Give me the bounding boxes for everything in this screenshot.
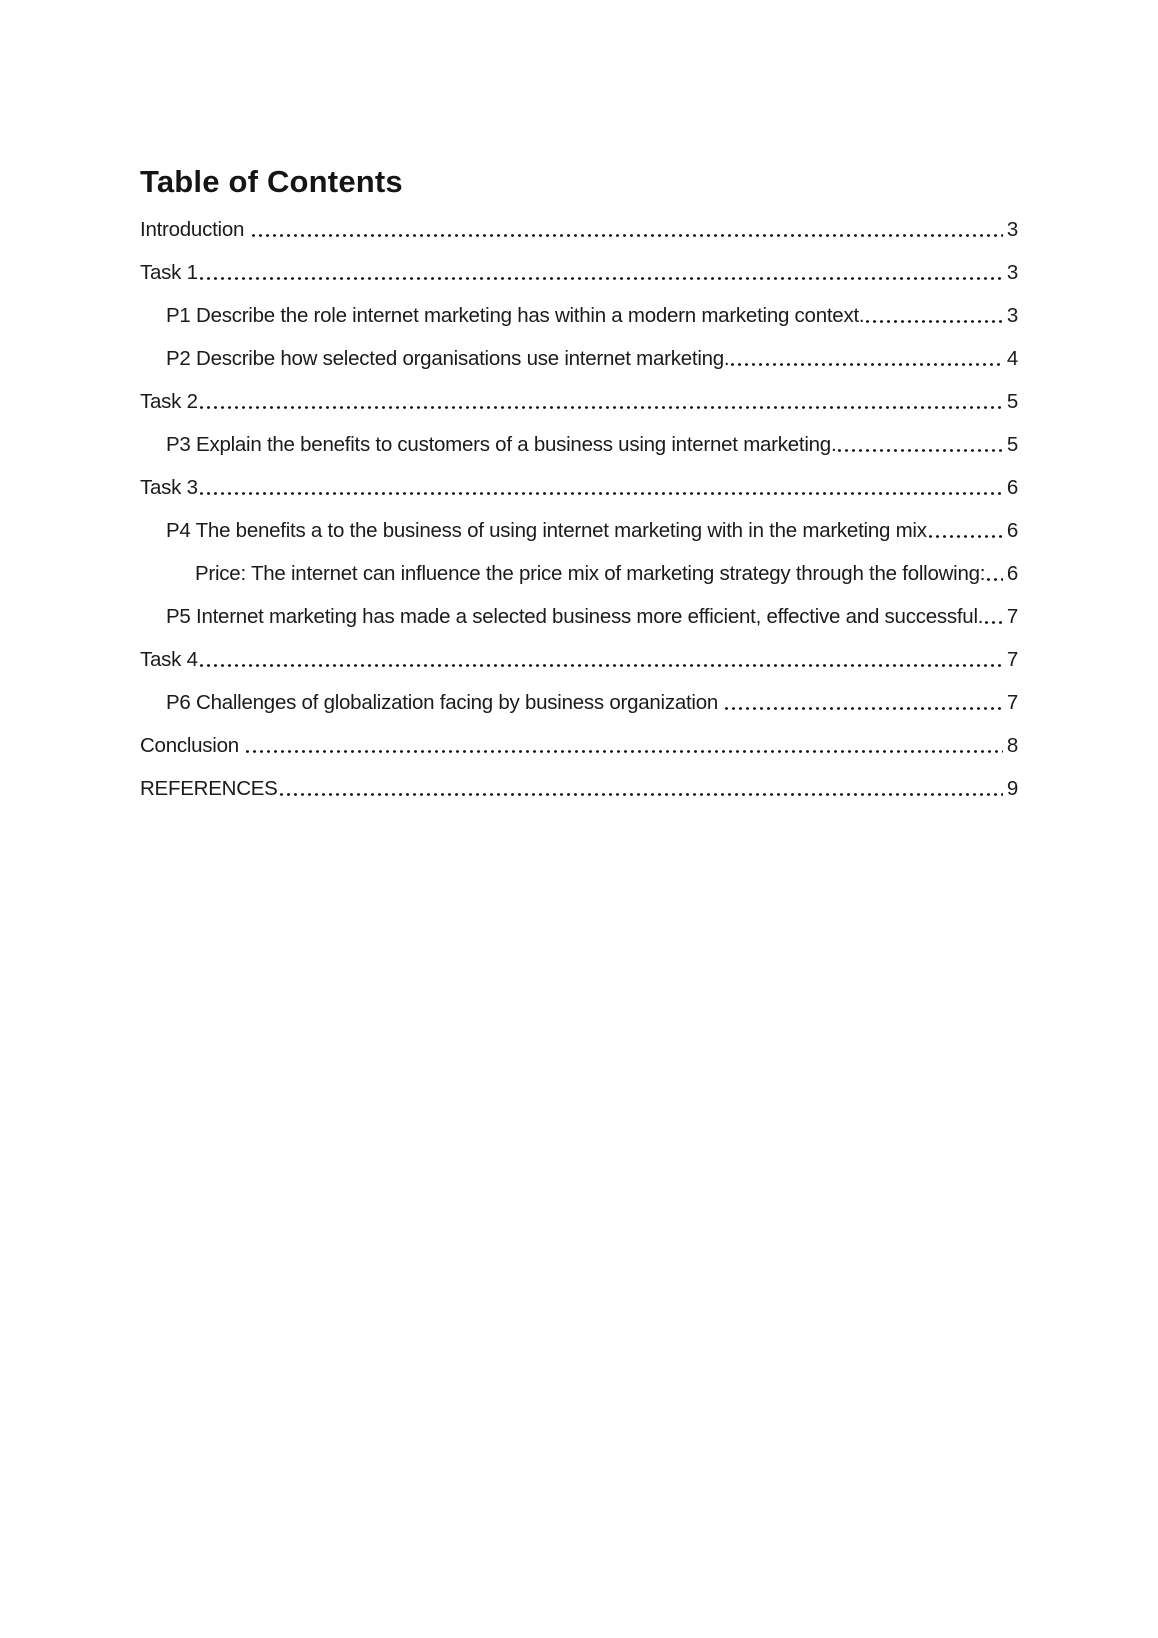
toc-entry — [140, 344, 1018, 374]
toc-entry-label: Task 1 — [140, 261, 198, 284]
toc-entry-page: 7 — [1006, 605, 1018, 628]
toc-leader-dots — [723, 688, 1006, 718]
toc-entry-label: Task 2 — [140, 390, 198, 413]
toc-entry-label: Task 3 — [140, 476, 198, 499]
toc-leader-dots — [198, 387, 1007, 417]
toc-leader-dots — [244, 731, 1006, 761]
toc-leader-dots — [927, 516, 1007, 546]
toc-leader-dots — [198, 473, 1007, 503]
toc-leader-dots — [729, 344, 1006, 374]
toc-entry-label: P2 Describe how selected organisations use internet marketing. — [166, 347, 730, 370]
toc-entry — [140, 688, 1018, 718]
toc-list — [140, 215, 1018, 804]
toc-entry — [140, 215, 1018, 245]
toc-entry-page: 7 — [1006, 648, 1018, 671]
toc-entry — [140, 301, 1018, 331]
toc-leader-dots — [836, 430, 1006, 460]
page-title: Table of Contents — [140, 164, 403, 199]
toc-entry-page: 7 — [1006, 691, 1018, 714]
toc-entry-label: P6 Challenges of globalization facing by business organization — [166, 691, 724, 714]
toc-entry — [140, 559, 1018, 589]
toc-entry-label: Price: The internet can influence the price mix of marketing strategy through the following: — [195, 562, 986, 585]
toc-entry-page: 5 — [1006, 390, 1018, 413]
toc-leader-dots — [864, 301, 1006, 331]
toc-entry-label: Conclusion — [140, 734, 245, 757]
toc-entry-label: Introduction — [140, 218, 250, 241]
toc-entry-label: P1 Describe the role internet marketing has within a modern marketing context. — [166, 304, 865, 327]
toc-entry — [140, 430, 1018, 460]
toc-entry-page: 9 — [1006, 777, 1018, 800]
toc-entry — [140, 645, 1018, 675]
toc-entry-label: P3 Explain the benefits to customers of a business using internet marketing. — [166, 433, 837, 456]
toc-entry-page: 5 — [1006, 433, 1018, 456]
toc-entry-page: 3 — [1006, 261, 1018, 284]
toc-leader-dots — [278, 774, 1007, 804]
toc-entry-page: 3 — [1006, 304, 1018, 327]
toc-entry-page: 4 — [1006, 347, 1018, 370]
toc-entry-page: 8 — [1006, 734, 1018, 757]
toc-leader-dots — [198, 258, 1007, 288]
toc-leader-dots — [250, 215, 1007, 245]
toc-entry-label: P5 Internet marketing has made a selected business more efficient, effective and successful. — [166, 605, 984, 628]
toc-entry — [140, 473, 1018, 503]
toc-entry — [140, 731, 1018, 761]
toc-leader-dots — [983, 602, 1007, 632]
toc-entry — [140, 387, 1018, 417]
toc-entry — [140, 258, 1018, 288]
toc-entry — [140, 602, 1018, 632]
toc-entry-page: 6 — [1006, 519, 1018, 542]
toc-section — [140, 162, 1018, 817]
toc-entry-label: Task 4 — [140, 648, 198, 671]
toc-entry-label: REFERENCES — [140, 777, 278, 800]
toc-entry — [140, 774, 1018, 804]
toc-entry-page: 6 — [1006, 562, 1018, 585]
toc-entry-label: P4 The benefits a to the business of using internet marketing with in the marketing mix — [166, 519, 927, 542]
toc-entry-page: 3 — [1006, 218, 1018, 241]
toc-entry-page: 6 — [1006, 476, 1018, 499]
toc-leader-dots — [985, 559, 1007, 589]
toc-leader-dots — [198, 645, 1007, 675]
toc-entry — [140, 516, 1018, 546]
